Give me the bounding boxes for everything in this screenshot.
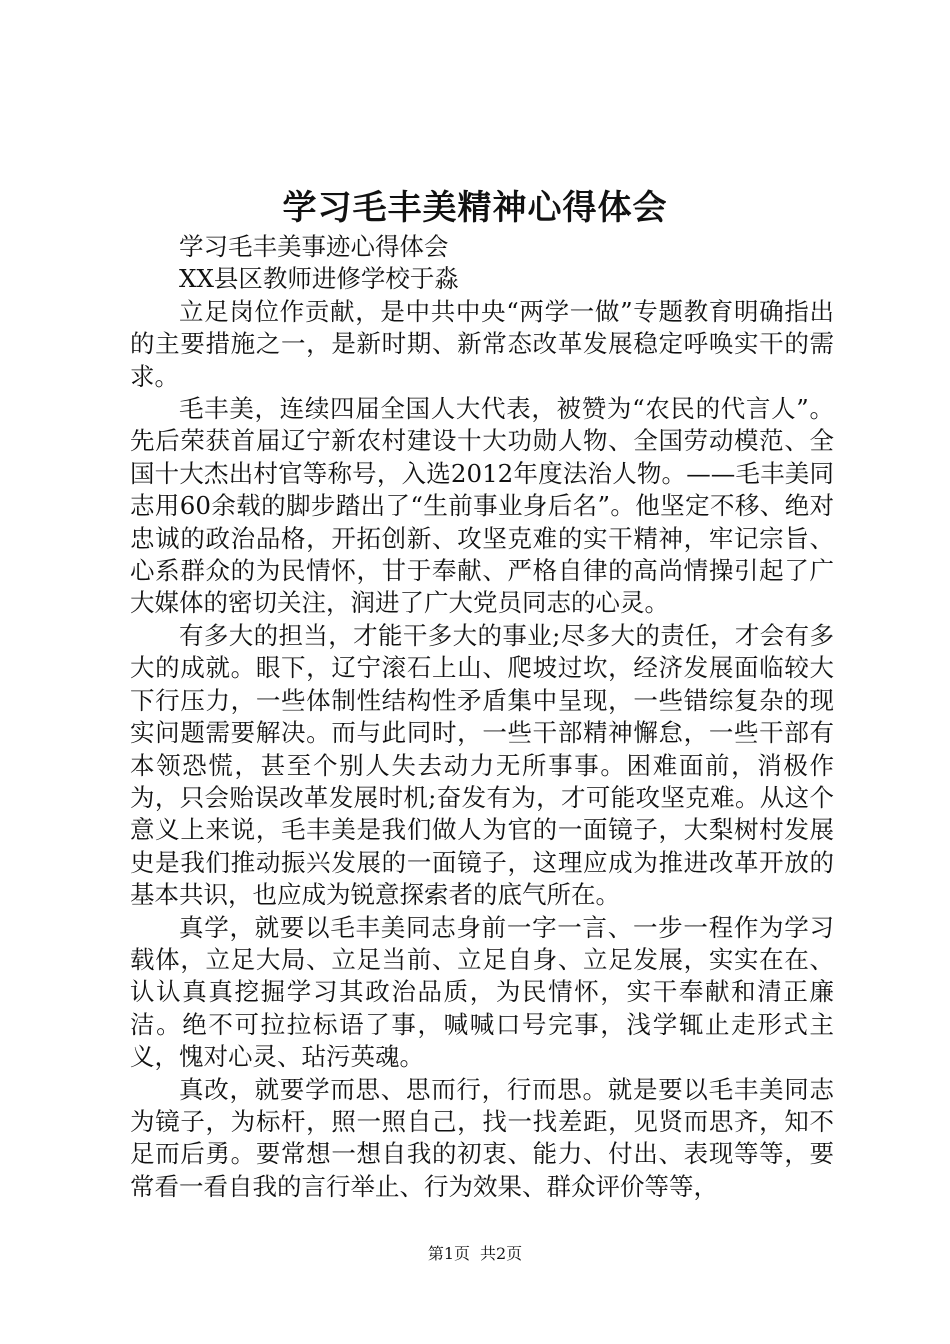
document-title: 学习毛丰美精神心得体会: [282, 188, 668, 228]
page-footer: [0, 1242, 950, 1266]
body-paragraph: 毛丰美，连续四届全国人大代表，被赞为“农民的代言人”。先后荣获首届辽宁新农村建设十大功勋人物、全国劳动模范、全国十大杰出村官等称号，入选2012年度法治人物。——毛丰美同志用60余载的脚步踏出了“生前事业身后名”。他坚定不移、绝对忠诚的政治品格，开拓创新、攻坚克难的实干精神，牢记宗旨、心系群众的为民情怀，甘于奉献、严格自律的高尚情操引起了广大媒体的密切关注，润进了广大党员同志的心灵。: [130, 394, 834, 618]
page-number: 第1页: [427, 1244, 470, 1263]
author-paragraph: XX县区教师进修学校于淼: [179, 264, 459, 294]
body-paragraph: 有多大的担当，才能干多大的事业;尽多大的责任，才会有多大的成就。眼下，辽宁滚石上山、爬坡过坎，经济发展面临较大下行压力，一些体制性结构性矛盾集中呈现，一些错综复杂的现实问题需要解决。而与此同时，一些干部精神懈怠，一些干部有本领恐慌，甚至个别人失去动力无所事事。困难面前，消极作为，只会贻误改革发展时机;奋发有为，才可能攻坚克难。从这个意义上来说，毛丰美是我们做人为官的一面镜子，大梨树村发展史是我们推动振兴发展的一面镜子，这理应成为推进改革开放的基本共识，也应成为锐意探索者的底气所在。: [130, 620, 834, 910]
document-body: [130, 231, 834, 1203]
body-paragraph: 立足岗位作贡献，是中共中央“两学一做”专题教育明确指出的主要措施之一，是新时期、新常态改革发展稳定呼唤实干的需求。: [130, 296, 834, 391]
body-paragraph: 真改，就要学而思、思而行，行而思。就是要以毛丰美同志为镜子，为标杆，照一照自己，找一找差距，见贤而思齐，知不足而后勇。要常想一想自我的初衷、能力、付出、表现等等，要常看一看自我的言行举止、行为效果、群众评价等等，: [130, 1074, 834, 1201]
page-total: 共2页: [480, 1244, 523, 1263]
subtitle-paragraph: 学习毛丰美事迹心得体会: [179, 232, 449, 261]
body-paragraph: 真学，就要以毛丰美同志身前一字一言、一步一程作为学习载体，立足大局、立足当前、立足自身、立足发展，实实在在、认认真真挖掘学习其政治品质，为民情怀，实干奉献和清正廉洁。绝不可拉拉标语了事，喊喊口号完事，浅学辄止走形式主义，愧对心灵、玷污英魂。: [130, 912, 834, 1072]
